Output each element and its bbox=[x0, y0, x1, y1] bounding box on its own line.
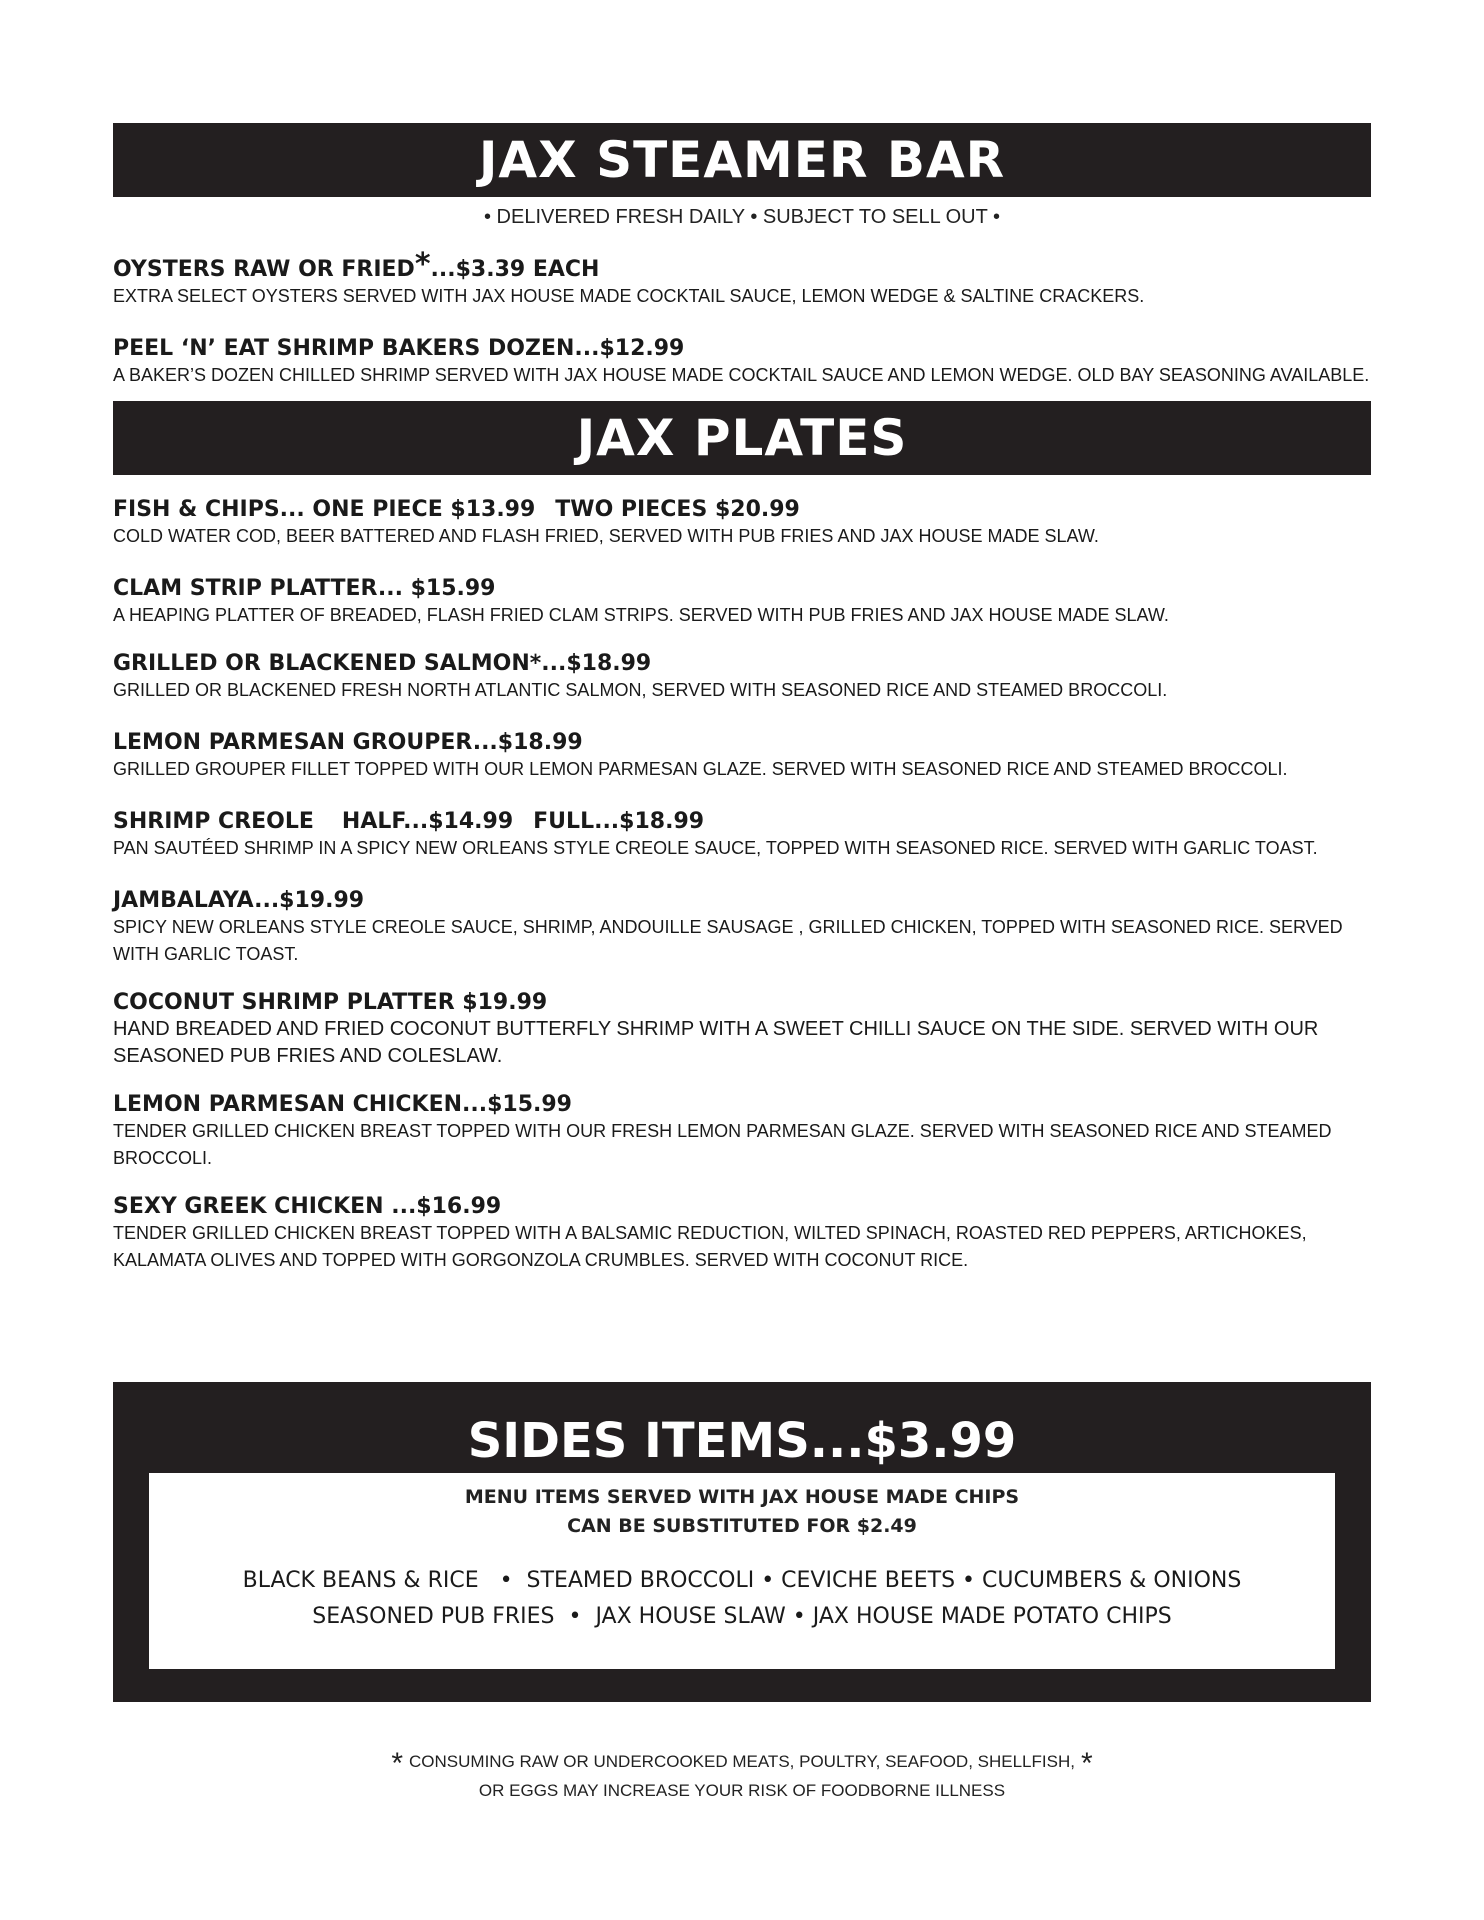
item-name: SEXY GREEK CHICKEN ...$16.99 bbox=[113, 1194, 502, 1219]
disclaimer-asterisk-right: * bbox=[1080, 1747, 1093, 1780]
item-star: * bbox=[414, 247, 431, 282]
sides-list-line-1: BLACK BEANS & RICE • STEAMED BROCCOLI • CEVICHE BEETS • CUCUMBERS & ONIONS bbox=[242, 1568, 1242, 1593]
item-name: LEMON PARMESAN CHICKEN...$15.99 bbox=[113, 1092, 572, 1117]
sides-box bbox=[113, 1382, 1371, 1702]
item-price: ...$3.39 EACH bbox=[430, 257, 600, 282]
disclaimer-asterisk-left: * bbox=[391, 1747, 404, 1780]
sides-note-line-2: CAN BE SUBSTITUTED FOR $2.49 bbox=[567, 1515, 917, 1537]
item-description: EXTRA SELECT OYSTERS SERVED WITH JAX HOUSE MADE COCKTAIL SAUCE, LEMON WEDGE & SALTINE CRACKERS. bbox=[113, 286, 1145, 306]
item-name: GRILLED OR BLACKENED SALMON*...$18.99 bbox=[113, 651, 652, 676]
item-description: TENDER GRILLED CHICKEN BREAST TOPPED WITH OUR FRESH LEMON PARMESAN GLAZE. SERVED WITH SEASONED RICE AND STEAMED BROCCOLI. bbox=[113, 1121, 1332, 1168]
item-name: PEEL ‘N’ EAT SHRIMP BAKERS DOZEN...$12.99 bbox=[113, 336, 685, 361]
item-description: GRILLED GROUPER FILLET TOPPED WITH OUR LEMON PARMESAN GLAZE. SERVED WITH SEASONED RICE AND STEAMED BROCCOLI. bbox=[113, 759, 1288, 779]
menu-item-jambalaya bbox=[113, 888, 1371, 968]
item-description: GRILLED OR BLACKENED FRESH NORTH ATLANTIC SALMON, SERVED WITH SEASONED RICE AND STEAMED BROCCOLI. bbox=[113, 680, 1168, 700]
item-name: LEMON PARMESAN GROUPER...$18.99 bbox=[113, 730, 583, 755]
disclaimer-line-2: OR EGGS MAY INCREASE YOUR RISK OF FOODBORNE ILLNESS bbox=[478, 1781, 1006, 1800]
disclaimer-line-1: CONSUMING RAW OR UNDERCOOKED MEATS, POULTRY, SEAFOOD, SHELLFISH, bbox=[409, 1752, 1075, 1771]
menu-item-shrimp-creole bbox=[113, 809, 1371, 862]
item-name: OYSTERS RAW OR FRIED bbox=[113, 257, 415, 282]
item-description: A HEAPING PLATTER OF BREADED, FLASH FRIED CLAM STRIPS. SERVED WITH PUB FRIES AND JAX HOUSE MADE SLAW. bbox=[113, 605, 1169, 625]
menu-item-lemon-parmesan-chicken bbox=[113, 1092, 1371, 1172]
sides-inner-panel bbox=[146, 1406, 1338, 1672]
item-description: COLD WATER COD, BEER BATTERED AND FLASH FRIED, SERVED WITH PUB FRIES AND JAX HOUSE MADE SLAW. bbox=[113, 526, 1099, 546]
item-description: PAN SAUTÉED SHRIMP IN A SPICY NEW ORLEANS STYLE CREOLE SAUCE, TOPPED WITH SEASONED RICE. SERVED WITH GARLIC TOAST. bbox=[113, 838, 1318, 858]
item-name: JAMBALAYA...$19.99 bbox=[113, 888, 365, 913]
menu-item-peel-n-eat-shrimp bbox=[113, 336, 1371, 389]
item-description: HAND BREADED AND FRIED COCONUT BUTTERFLY SHRIMP WITH A SWEET CHILLI SAUCE ON THE SIDE. SERVED WITH OUR SEASONED PUB FRIES AND COLESLAW. bbox=[113, 1018, 1319, 1067]
menu-page bbox=[113, 123, 1371, 1274]
item-price-half: HALF...$14.99 bbox=[341, 809, 514, 834]
steamer-bar-heading: JAX STEAMER BAR bbox=[113, 123, 1371, 197]
menu-item-lemon-parmesan-grouper bbox=[113, 730, 1371, 783]
menu-item-oysters bbox=[113, 247, 1371, 310]
sides-note-line-1: MENU ITEMS SERVED WITH JAX HOUSE MADE CHIPS bbox=[464, 1486, 1020, 1508]
sides-list-line-2: SEASONED PUB FRIES • JAX HOUSE SLAW • JAX HOUSE MADE POTATO CHIPS bbox=[312, 1604, 1172, 1629]
item-name: FISH & CHIPS... ONE PIECE $13.99 bbox=[113, 497, 536, 522]
food-safety-disclaimer bbox=[0, 1748, 1484, 1804]
item-name: COCONUT SHRIMP PLATTER $19.99 bbox=[113, 990, 548, 1015]
steamer-bar-tagline: • DELIVERED FRESH DAILY • SUBJECT TO SELL OUT • bbox=[484, 206, 1000, 228]
item-description: A BAKER’S DOZEN CHILLED SHRIMP SERVED WITH JAX HOUSE MADE COCKTAIL SAUCE AND LEMON WEDGE. OLD BAY SEASONING AVAILABLE. bbox=[113, 365, 1370, 385]
menu-item-sexy-greek-chicken bbox=[113, 1194, 1371, 1274]
menu-item-fish-and-chips bbox=[113, 497, 1371, 550]
menu-item-clam-strip-platter bbox=[113, 576, 1371, 629]
sides-note bbox=[149, 1483, 1335, 1541]
item-description: TENDER GRILLED CHICKEN BREAST TOPPED WITH A BALSAMIC REDUCTION, WILTED SPINACH, ROASTED RED PEPPERS, ARTICHOKES, KALAMATA OLIVES AND TOPPED WITH GORGONZOLA CRUMBLES. SERVED WITH COCONUT RICE. bbox=[113, 1223, 1307, 1270]
menu-item-salmon bbox=[113, 651, 1371, 704]
sides-list bbox=[149, 1563, 1335, 1635]
item-price-full: FULL...$18.99 bbox=[533, 809, 705, 834]
plates-heading: JAX PLATES bbox=[113, 401, 1371, 475]
item-description: SPICY NEW ORLEANS STYLE CREOLE SAUCE, SHRIMP, ANDOUILLE SAUSAGE , GRILLED CHICKEN, TOPPED WITH SEASONED RICE. SERVED WITH GARLIC TOAST. bbox=[113, 917, 1343, 964]
item-price-two-pieces: TWO PIECES $20.99 bbox=[555, 497, 800, 522]
item-name: CLAM STRIP PLATTER... $15.99 bbox=[113, 576, 496, 601]
menu-item-coconut-shrimp-platter bbox=[113, 990, 1371, 1070]
sides-heading: SIDES ITEMS...$3.99 bbox=[149, 1409, 1335, 1473]
item-name: SHRIMP CREOLE bbox=[113, 809, 314, 834]
